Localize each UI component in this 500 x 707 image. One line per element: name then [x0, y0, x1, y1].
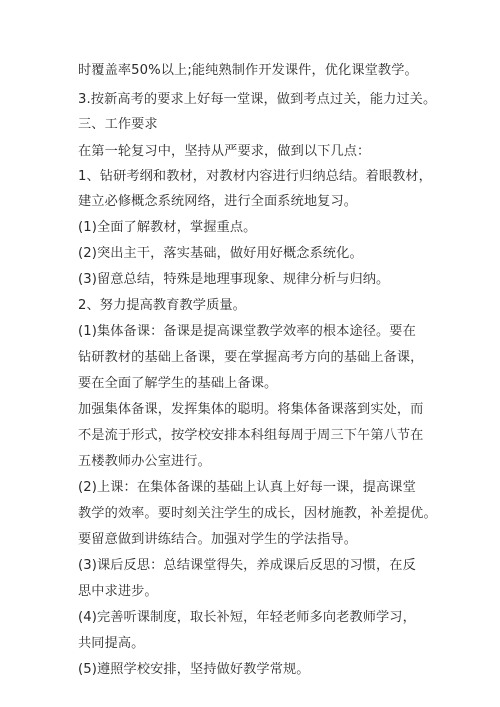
text-line: 钻研教材的基础上备课，要在掌握高考方向的基础上备课，	[78, 350, 424, 365]
text-line: 在第一轮复习中，坚持从严要求，做到以下几点：	[78, 144, 371, 159]
text-line: 2、努力提高教育教学质量。	[78, 298, 246, 313]
text-line: 五楼教师办公室进行。	[78, 454, 211, 469]
text-line: (1)集体备课：备课是提高课堂教学效率的根本途径。要在	[78, 324, 416, 339]
text-line: (3)课后反思：总结课堂得失，养成课后反思的习惯，在反	[78, 558, 416, 573]
text-line: 建立必修概念系统网络，进行全面系统地复习。	[78, 194, 358, 209]
section-heading: 三、工作要求	[78, 117, 158, 132]
text-line: 1、钻研考纲和教材，对教材内容进行归纳总结。着眼教材，	[78, 169, 432, 184]
text-line: 时覆盖率50%以上;能纯熟制作开发课件，优化课堂教学。	[78, 63, 418, 78]
text-line: 思中求进步。	[78, 584, 158, 599]
text-line: 教学的效率。要时刻关注学生的成长，因材施教，补差提优。	[78, 506, 437, 521]
text-line: (4)完善听课制度，取长补短，年轻老师多向老教师学习，	[78, 610, 416, 625]
text-line: 加强集体备课，发挥集体的聪明。将集体备课落到实处，而	[78, 402, 424, 417]
text-line: (1)全面了解教材，掌握重点。	[78, 220, 257, 235]
text-line: 要留意做到讲练结合。加强对学生的学法指导。	[78, 532, 358, 547]
text-line: (5)遵照学校安排，坚持做好教学常规。	[78, 662, 310, 677]
text-line: 共同提高。	[78, 636, 145, 651]
text-line: (2)突出主干，落实基础，做好用好概念系统化。	[78, 246, 363, 261]
text-line: (3)留意总结，特殊是地理事现象、规律分析与归纳。	[78, 272, 390, 287]
text-line: 不是流于形式，按学校安排本科组每周于周三下午第八节在	[78, 428, 424, 443]
text-line: (2)上课：在集体备课的基础上认真上好每一课，提高课堂	[78, 480, 416, 495]
text-line: 要在全面了解学生的基础上备课。	[78, 376, 278, 391]
text-line: 3.按新高考的要求上好每一堂课，做到考点过关，能力过关。	[78, 92, 437, 107]
